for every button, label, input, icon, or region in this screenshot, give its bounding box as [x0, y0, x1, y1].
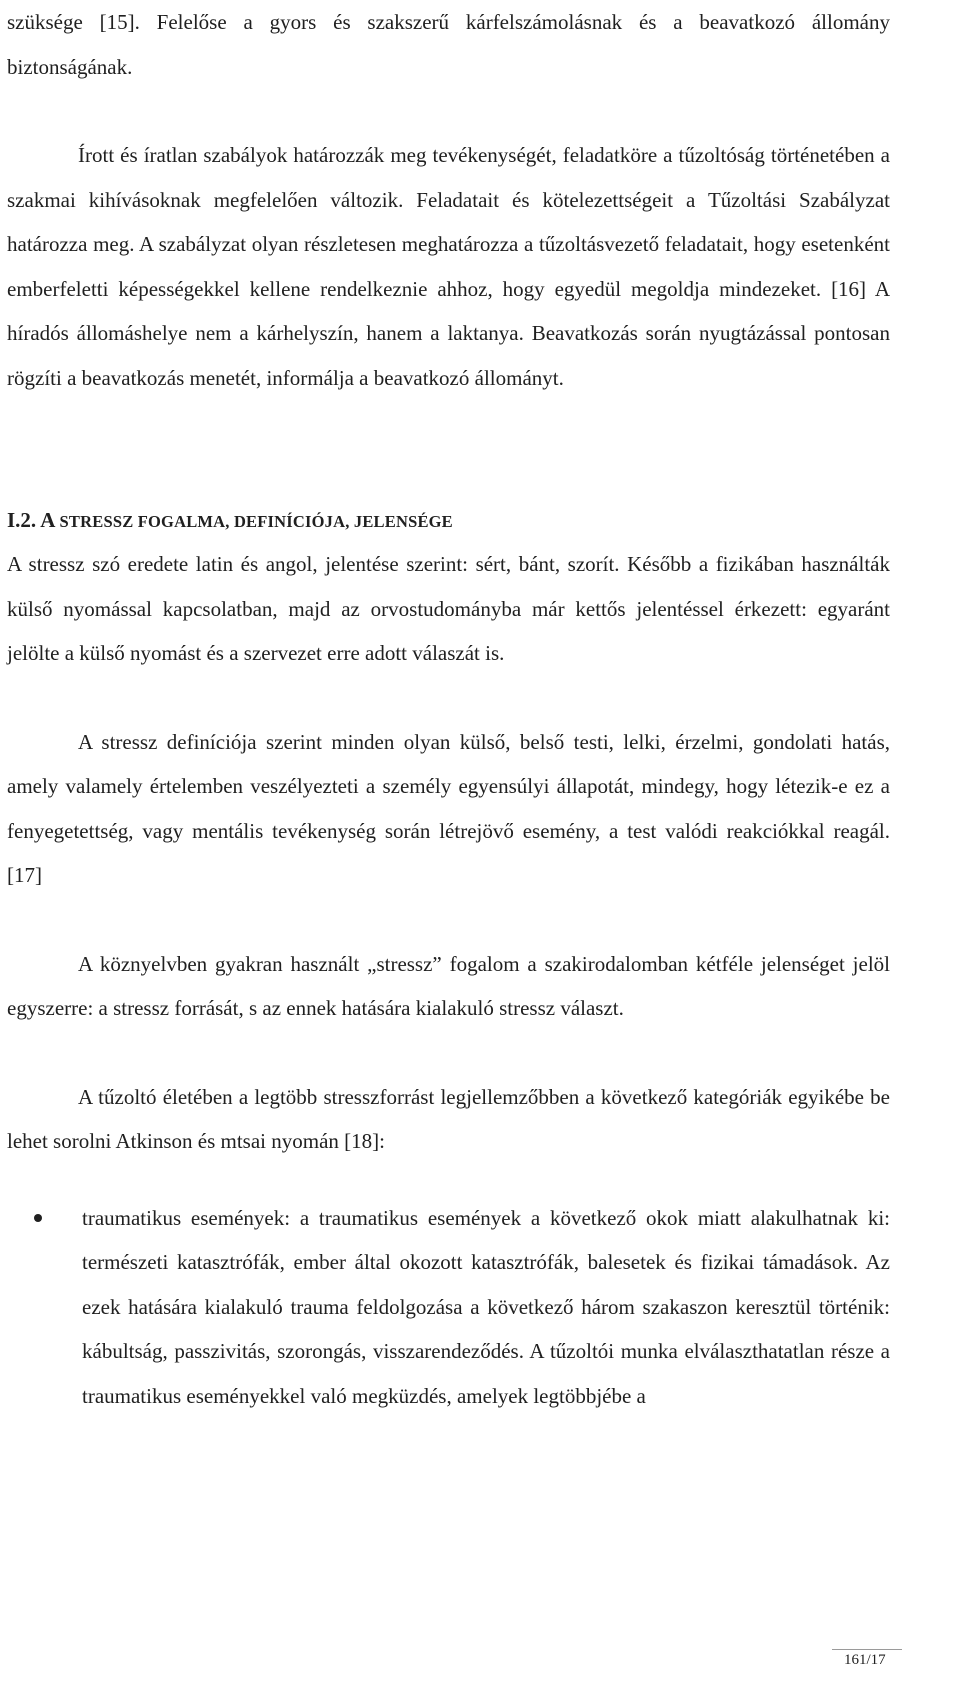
list-item [7, 1196, 890, 1419]
paragraph-stress-categories: A tűzoltó életében a legtöbb stresszforrást legjellemzőbben a következő kategóriák egyikébe be lehet sorolni Atkinson és mtsai nyomán [18]: [7, 1084, 890, 1153]
list-item-text: traumatikus események: a traumatikus események a következő okok miatt alakulhatnak ki: természeti katasztrófák, ember által okozott katasztrófák, balesetek és fizikai támadások. Az ezek hatására kialakuló trauma feldolgozása a következő három szakaszon keresztül történik: kábultság, passzivitás, szorongás, visszarendeződés. A tűzoltói munka elválaszthatatlan része a traumatikus eseményekkel való megküzdés, amelyek legtöbbjébe a [82, 1205, 890, 1408]
page-number: 161/17 [844, 1652, 886, 1668]
paragraph-intro: szüksége [15]. Felelőse a gyors és szakszerű kárfelszámolásnak és a beavatkozó állomány biztonságának. [7, 10, 890, 79]
footer-divider [832, 1649, 902, 1650]
paragraph-stress-origin: A stressz szó eredete latin és angol, jelentése szerint: sért, bánt, szorít. Később a fizikában használták külső nyomással kapcsolatban, majd az orvostudományba már kettős jelentéssel érkezett: egyaránt jelölte a külső nyomást és a szervezet erre adott válaszát is. [7, 552, 890, 665]
section-title-first: A [40, 508, 55, 532]
bullet-list [7, 1196, 890, 1419]
paragraph-stress-definition: A stressz definíciója szerint minden olyan külső, belső testi, lelki, érzelmi, gondolati hatás, amely valamely értelemben veszélyezteti a személy egyensúlyi állapotát, mindegy, hogy létezik-e ez a fenyegetettség, vagy mentális tevékenység során létrejövő esemény, a test valódi reakciókkal reagál. [17] [7, 729, 890, 887]
paragraph-stress-common-usage: A köznyelvben gyakran használt „stressz” fogalom a szakirodalomban kétféle jelenséget jelöl egyszerre: a stressz forrását, s az ennek hatására kialakuló stressz választ. [7, 951, 890, 1020]
section-title: STRESSZ FOGALMA, DEFINÍCIÓJA, JELENSÉGE [59, 512, 453, 531]
section-heading [7, 500, 890, 542]
paragraph-rules: Írott és íratlan szabályok határozzák meg tevékenységét, feladatköre a tűzoltóság történetében a szakmai kihívásoknak megfelelően változik. Feladatait és kötelezettségeit a Tűzoltási Szabályzat határozza meg. A szabályzat olyan részletesen meghatározza a tűzoltásvezető feladatait, hogy esetenként emberfeletti képességekkel kellene rendelkeznie ahhoz, hogy egyedül megoldja mindezeket. [16] A híradós állomáshelye nem a kárhelyszín, hanem a laktanya. Beavatkozás során nyugtázással pontosan rögzíti a beavatkozás menetét, informálja a beavatkozó állományt. [7, 143, 890, 390]
document-page [7, 0, 890, 1418]
bullet-icon [34, 1214, 42, 1222]
section-number: I.2. [7, 508, 37, 532]
